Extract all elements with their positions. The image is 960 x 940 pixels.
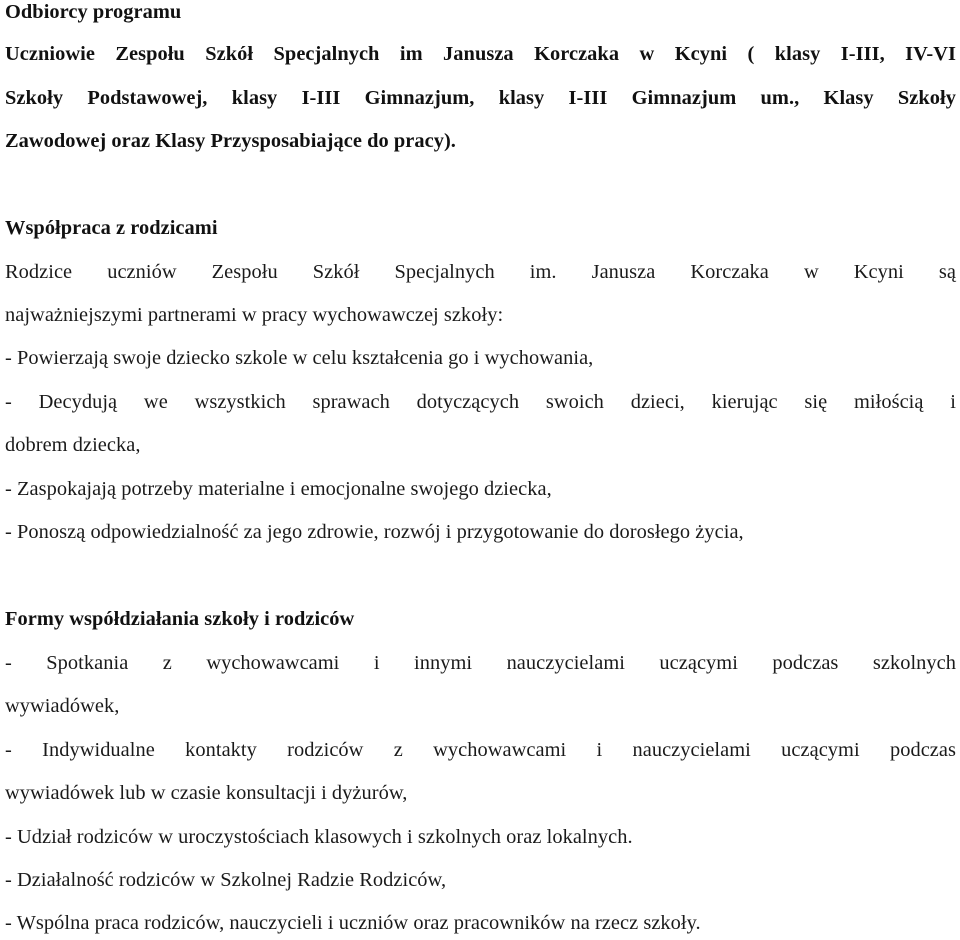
forms-line-5: - Udział rodziców w uroczystościach klasowych i szkolnych oraz lokalnych. [5,826,633,848]
forms-line-2: wywiadówek, [5,695,120,717]
section-heading-recipients: Odbiorcy programu [5,1,182,23]
recipients-line-3: Zawodowej oraz Klasy Przysposabiające do pracy). [5,130,456,152]
recipients-line-1: Uczniowie Zespołu Szkół Specjalnych im Janusza Korczaka w Kcyni ( klasy I-III, IV-VI [5,43,956,65]
cooperation-line-6: - Zaspokajają potrzeby materialne i emocjonalne swojego dziecka, [5,478,552,500]
cooperation-line-2: najważniejszymi partnerami w pracy wychowawczej szkoły: [5,304,504,326]
forms-line-6: - Działalność rodziców w Szkolnej Radzie Rodziców, [5,869,447,891]
cooperation-line-7: - Ponoszą odpowiedzialność za jego zdrowie, rozwój i przygotowanie do dorosłego życia, [5,521,744,543]
cooperation-line-5: dobrem dziecka, [5,434,141,456]
forms-line-7: - Wspólna praca rodziców, nauczycieli i uczniów oraz pracowników na rzecz szkoły. [5,912,701,934]
forms-line-3: - Indywidualne kontakty rodziców z wychowawcami i nauczycielami uczącymi podczas [5,739,956,761]
section-heading-forms: Formy współdziałania szkoły i rodziców [5,608,355,630]
recipients-line-2: Szkoły Podstawowej, klasy I-III Gimnazjum, klasy I-III Gimnazjum um., Klasy Szkoły [5,87,956,109]
cooperation-line-4: - Decydują we wszystkich sprawach dotyczących swoich dzieci, kierując się miłością i [5,391,956,413]
cooperation-line-1: Rodzice uczniów Zespołu Szkół Specjalnych im. Janusza Korczaka w Kcyni są [5,261,956,283]
forms-line-4: wywiadówek lub w czasie konsultacji i dyżurów, [5,782,408,804]
cooperation-line-3: - Powierzają swoje dziecko szkole w celu kształcenia go i wychowania, [5,347,594,369]
section-heading-cooperation: Współpraca z rodzicami [5,217,218,239]
forms-line-1: - Spotkania z wychowawcami i innymi nauczycielami uczącymi podczas szkolnych [5,652,956,674]
